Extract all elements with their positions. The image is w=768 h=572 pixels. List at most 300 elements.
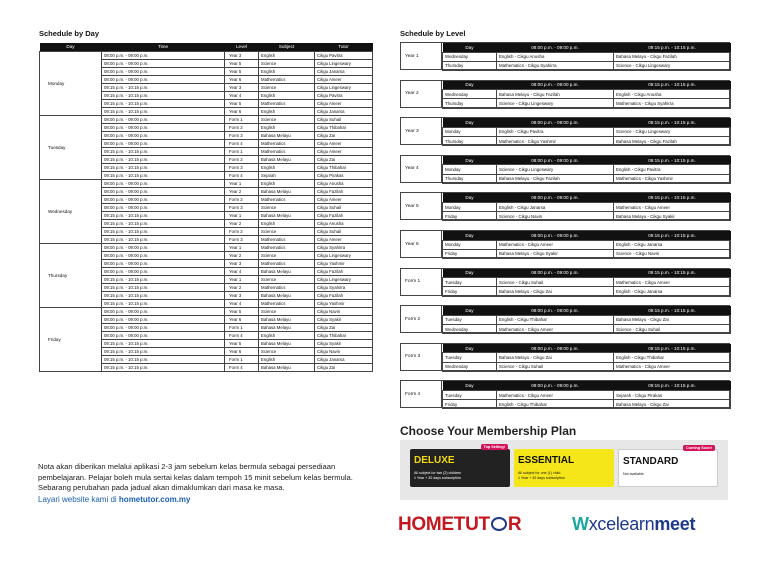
subject-cell: Science [259, 251, 315, 259]
time-cell: 08:00 p.m. - 09:00 p.m. [102, 267, 225, 275]
tutor-cell: Cikgu Zai [315, 131, 373, 139]
slot-1-cell: English - Cikgu Janarsa [497, 202, 614, 211]
tutor-cell: Cikgu Ameer [315, 195, 373, 203]
level-header-row [443, 231, 731, 240]
slot-1-cell: Mathematics - Cikgu Syahirra [497, 61, 614, 70]
subject-cell: English [259, 219, 315, 227]
subject-cell: Bahasa Melayu [259, 187, 315, 195]
level-header-2: 09:15 p.m. - 10:15 p.m. [614, 193, 731, 202]
time-cell: 08:00 p.m. - 09:00 p.m. [102, 307, 225, 315]
tutor-cell: Cikgu Zai [315, 363, 373, 371]
tutor-cell: Cikgu Pirakas [315, 171, 373, 179]
slot-2-cell: Bahasa Melayu - Cikgu Fazilah [614, 136, 731, 145]
day-cell: Wednesday [443, 90, 497, 99]
day-cell: Tuesday [443, 278, 497, 287]
level-header-row [443, 43, 731, 52]
level-name: Form 2 [401, 306, 442, 332]
day-cell: Tuesday [443, 390, 497, 399]
table-row [443, 362, 731, 371]
slot-1-cell: Bahasa Melayu - Cikgu Zai [497, 287, 614, 296]
tutor-cell: Cikgu Zai [315, 323, 373, 331]
schedule-by-day-table [39, 43, 373, 372]
time-cell: 08:00 p.m. - 09:00 p.m. [102, 115, 225, 123]
table-row [443, 165, 731, 174]
subject-cell: English [259, 163, 315, 171]
day-cell: Monday [443, 240, 497, 249]
time-cell: 08:00 p.m. - 09:00 p.m. [102, 315, 225, 323]
level-table [442, 231, 731, 259]
tutor-cell: Cikgu Lingeswary [315, 59, 373, 67]
schedule-note: Nota akan diberikan melalui aplikasi 2-3 jam sebelum kelas bermula sebagai persediaan pembelajaran. Pelajar boleh mula sertai kelas dalam tempoh 15 minit sebelum kelas bermula. Sebarang perubahan pada jadual akan dimaklumkan dari masa ke masa. [38, 462, 353, 492]
subject-cell: Mathematics [259, 147, 315, 155]
tutor-cell: Cikgu Pavitra [315, 91, 373, 99]
subject-cell: Bahasa Melayu [259, 211, 315, 219]
slot-1-cell: Science - Cikgu Suhail [497, 362, 614, 371]
tutor-cell: Cikgu Ameer [315, 235, 373, 243]
tutor-cell: Cikgu Suhail [315, 115, 373, 123]
level-name: Year 4 [401, 156, 442, 182]
day-cell: Friday [443, 287, 497, 296]
subject-cell: Science [259, 115, 315, 123]
hometutor-logo [398, 514, 521, 536]
slot-2-cell: Mathematics - Cikgu Syahirra [614, 99, 731, 108]
level-cell: Form 4 [225, 139, 259, 147]
plan-essential-card[interactable] [514, 449, 614, 487]
level-header-0: Day [443, 231, 497, 240]
day-cell: Wednesday [443, 324, 497, 333]
day-cell: Wednesday [443, 52, 497, 61]
level-cell: Year 5 [225, 307, 259, 315]
level-cell: Year 3 [225, 51, 259, 59]
time-cell: 08:00 p.m. - 09:00 p.m. [102, 259, 225, 267]
tutor-cell: Cikgu Ameer [315, 99, 373, 107]
subject-cell: Science [259, 347, 315, 355]
tutor-cell: Cikgu Syahirra [315, 243, 373, 251]
subject-cell: Mathematics [259, 243, 315, 251]
level-cell: Year 2 [225, 219, 259, 227]
tutor-cell: Cikgu Fazilah [315, 291, 373, 299]
level-cell: Year 3 [225, 83, 259, 91]
slot-1-cell: Science - Cikgu Lingeswary [497, 165, 614, 174]
subject-cell: English [259, 179, 315, 187]
tutor-cell: Cikgu Lingeswary [315, 83, 373, 91]
time-cell: 09:15 p.m. - 10:15 p.m. [102, 355, 225, 363]
level-cell: Year 1 [225, 179, 259, 187]
schedule-by-day-header-row [40, 43, 373, 51]
day-cell: Wednesday [443, 362, 497, 371]
level-table [442, 81, 731, 109]
day-cell: Thursday [443, 61, 497, 70]
tutor-cell: Cikgu Ameer [315, 139, 373, 147]
tutor-cell: Cikgu Yashmir [315, 259, 373, 267]
level-cell: Form 3 [225, 131, 259, 139]
tutor-cell: Cikgu Pavitra [315, 51, 373, 59]
slot-1-cell: English - Cikgu Anusha [497, 52, 614, 61]
level-header-2: 09:15 p.m. - 10:15 p.m. [614, 344, 731, 353]
day-cell: Tuesday [443, 315, 497, 324]
level-cell: Year 5 [225, 339, 259, 347]
level-table [442, 193, 731, 221]
table-row [443, 324, 731, 333]
website-prefix: Layari website kami di [38, 495, 119, 504]
level-header-row [443, 381, 731, 390]
slot-2-cell: English - Cikgu Thibahar [614, 353, 731, 362]
level-header-1: 08:00 p.m. - 09:00 p.m. [497, 193, 614, 202]
level-header-1: 08:00 p.m. - 09:00 p.m. [497, 43, 614, 52]
level-cell: Year 1 [225, 243, 259, 251]
level-header-0: Day [443, 193, 497, 202]
time-cell: 09:15 p.m. - 10:15 p.m. [102, 227, 225, 235]
level-header-row [443, 344, 731, 353]
level-header-1: 08:00 p.m. - 09:00 p.m. [497, 156, 614, 165]
tutor-cell: Cikgu Anusha [315, 219, 373, 227]
level-header-row [443, 269, 731, 278]
plan-essential-duration: 1 Year + 30 days subscription [518, 476, 566, 480]
day-cell: Friday [40, 307, 102, 371]
table-row [40, 307, 373, 315]
table-row [443, 61, 731, 70]
subject-cell: Bahasa Melayu [259, 323, 315, 331]
time-cell: 09:15 p.m. - 10:15 p.m. [102, 275, 225, 283]
level-cell: Year 4 [225, 299, 259, 307]
slot-2-cell: Bahasa Melayu - Cikgu Syakir [614, 212, 731, 221]
level-header-0: Day [443, 43, 497, 52]
tutor-cell: Cikgu Syakir [315, 339, 373, 347]
hometutor-logo-text: HOMETUT [398, 514, 490, 535]
tutor-cell: Cikgu Suhail [315, 203, 373, 211]
slot-2-cell: Mathematics - Cikgu Ameer [614, 202, 731, 211]
time-cell: 09:15 p.m. - 10:15 p.m. [102, 299, 225, 307]
slot-1-cell: English - Cikgu Pavitra [497, 127, 614, 136]
subject-cell: Mathematics [259, 75, 315, 83]
level-cell: Year 5 [225, 99, 259, 107]
level-cell: Year 5 [225, 67, 259, 75]
level-cell: Year 2 [225, 283, 259, 291]
xcelearn-mark-icon: W [572, 514, 589, 534]
tutor-cell: Cikgu Lingeswary [315, 275, 373, 283]
level-block [400, 230, 730, 258]
time-cell: 09:15 p.m. - 10:15 p.m. [102, 283, 225, 291]
table-row [40, 51, 373, 59]
level-table [442, 43, 731, 71]
level-header-0: Day [443, 156, 497, 165]
time-cell: 09:15 p.m. - 10:15 p.m. [102, 91, 225, 99]
slot-1-cell: Mathematics - Cikgu Yashmir [497, 136, 614, 145]
slot-2-cell: Bahasa Melayu - Cikgu Fazilah [614, 52, 731, 61]
plan-deluxe-badge: Top Selling! [481, 444, 508, 450]
level-block [400, 80, 730, 108]
slot-1-cell: English - Cikgu Thibahar [497, 400, 614, 409]
plan-essential-desc: All subject for one (1) child [518, 471, 561, 475]
level-cell: Form 4 [225, 171, 259, 179]
level-cell: Form 3 [225, 163, 259, 171]
level-block [400, 155, 730, 183]
table-row [40, 243, 373, 251]
day-cell: Friday [443, 249, 497, 258]
tutor-cell: Cikgu Navin [315, 347, 373, 355]
time-cell: 09:15 p.m. - 10:15 p.m. [102, 219, 225, 227]
tutor-cell: Cikgu Thibahar [315, 163, 373, 171]
slot-1-cell: Bahasa Melayu - Cikgu Syakir [497, 249, 614, 258]
table-row [443, 127, 731, 136]
slot-2-cell: English - Cikgu Janarsa [614, 287, 731, 296]
subject-cell: Science [259, 275, 315, 283]
subject-cell: Sejarah [259, 171, 315, 179]
subject-cell: Bahasa Melayu [259, 291, 315, 299]
plan-deluxe-desc: All subject for two (2) children [414, 471, 462, 475]
slot-1-cell: Science - Cikgu Navin [497, 212, 614, 221]
day-cell: Thursday [40, 243, 102, 307]
day-cell: Thursday [443, 99, 497, 108]
plan-deluxe-card[interactable] [410, 445, 510, 487]
table-row [443, 202, 731, 211]
table-row [443, 400, 731, 409]
subject-cell: Bahasa Melayu [259, 363, 315, 371]
level-header-2: 09:15 p.m. - 10:15 p.m. [614, 118, 731, 127]
slot-2-cell: Mathematics - Cikgu Ameer [614, 362, 731, 371]
website-line [38, 495, 191, 504]
table-row [443, 278, 731, 287]
table-row [443, 287, 731, 296]
level-header-0: Day [443, 344, 497, 353]
level-block [400, 305, 730, 333]
level-cell: Year 3 [225, 291, 259, 299]
day-cell: Monday [443, 202, 497, 211]
owl-icon [491, 517, 507, 531]
subject-cell: English [259, 355, 315, 363]
membership-title: Choose Your Membership Plan [400, 424, 577, 438]
slot-2-cell: Mathematics - Cikgu Yashmir [614, 174, 731, 183]
subject-cell: Science [259, 59, 315, 67]
slot-1-cell: Bahasa Melayu - Cikgu Zai [497, 353, 614, 362]
website-link[interactable]: hometutor.com.my [118, 495, 191, 504]
level-block [400, 192, 730, 220]
level-header-1: 08:00 p.m. - 09:00 p.m. [497, 118, 614, 127]
tutor-cell: Cikgu Ameer [315, 75, 373, 83]
day-cell: Monday [443, 127, 497, 136]
slot-1-cell: Science - Cikgu Lingeswary [497, 99, 614, 108]
tutor-cell: Cikgu Janarsa [315, 355, 373, 363]
level-cell: Year 4 [225, 91, 259, 99]
level-header-0: Day [443, 381, 497, 390]
xcelearnmeet-logo [572, 514, 695, 535]
level-block [400, 117, 730, 145]
tutor-cell: Cikgu Ameer [315, 147, 373, 155]
level-block [400, 343, 730, 371]
table-row [40, 115, 373, 123]
level-header-1: 08:00 p.m. - 09:00 p.m. [497, 231, 614, 240]
level-header-1: 08:00 p.m. - 09:00 p.m. [497, 306, 614, 315]
table-row [443, 315, 731, 324]
level-name: Year 2 [401, 81, 442, 107]
time-cell: 08:00 p.m. - 09:00 p.m. [102, 67, 225, 75]
table-row [443, 240, 731, 249]
time-cell: 08:00 p.m. - 09:00 p.m. [102, 251, 225, 259]
time-cell: 09:15 p.m. - 10:15 p.m. [102, 83, 225, 91]
slot-1-cell: Mathematics - Cikgu Ameer [497, 390, 614, 399]
level-table [442, 118, 731, 146]
slot-1-cell: Science - Cikgu Suhail [497, 278, 614, 287]
table-row [443, 174, 731, 183]
time-cell: 09:15 p.m. - 10:15 p.m. [102, 235, 225, 243]
level-cell: Form 2 [225, 227, 259, 235]
subject-cell: Science [259, 307, 315, 315]
level-cell: Year 6 [225, 347, 259, 355]
tutor-cell: Cikgu Janarsa [315, 67, 373, 75]
slot-1-cell: Bahasa Melayu - Cikgu Fazilah [497, 90, 614, 99]
time-cell: 08:00 p.m. - 09:00 p.m. [102, 187, 225, 195]
level-cell: Form 1 [225, 323, 259, 331]
table-row [443, 90, 731, 99]
level-header-0: Day [443, 118, 497, 127]
level-cell: Year 5 [225, 59, 259, 67]
day-cell: Friday [443, 400, 497, 409]
subject-cell: Mathematics [259, 139, 315, 147]
level-header-1: 08:00 p.m. - 09:00 p.m. [497, 81, 614, 90]
subject-cell: Bahasa Melayu [259, 131, 315, 139]
level-header-row [443, 81, 731, 90]
time-cell: 08:00 p.m. - 09:00 p.m. [102, 331, 225, 339]
level-cell: Year 6 [225, 107, 259, 115]
level-name: Year 1 [401, 43, 442, 69]
level-header-2: 09:15 p.m. - 10:15 p.m. [614, 43, 731, 52]
plan-deluxe-duration: 1 Year + 30 days subscription [414, 476, 462, 480]
level-name: Form 3 [401, 344, 442, 370]
tutor-cell: Cikgu Fazilah [315, 267, 373, 275]
tutor-cell: Cikgu Lingeswary [315, 251, 373, 259]
subject-cell: Bahasa Melayu [259, 155, 315, 163]
level-cell: Form 2 [225, 155, 259, 163]
time-cell: 09:15 p.m. - 10:15 p.m. [102, 147, 225, 155]
level-name: Year 5 [401, 193, 442, 219]
tutor-cell: Cikgu Yashmir [315, 299, 373, 307]
subject-cell: English [259, 91, 315, 99]
level-cell: Form 4 [225, 331, 259, 339]
tutor-cell: Cikgu Janarsa [315, 107, 373, 115]
subject-cell: Mathematics [259, 283, 315, 291]
table-row [443, 52, 731, 61]
table-row [443, 212, 731, 221]
level-header-2: 09:15 p.m. - 10:15 p.m. [614, 381, 731, 390]
day-cell: Monday [443, 165, 497, 174]
plan-standard-desc: Not available [623, 472, 644, 476]
level-cell: Form 1 [225, 355, 259, 363]
level-header-row [443, 156, 731, 165]
level-header-1: 08:00 p.m. - 09:00 p.m. [497, 344, 614, 353]
tutor-cell: Cikgu Thibahar [315, 331, 373, 339]
tutor-cell: Cikgu Thibahar [315, 123, 373, 131]
level-cell: Form 3 [225, 235, 259, 243]
subject-cell: Mathematics [259, 299, 315, 307]
slot-2-cell: Science - Cikgu Lingeswary [614, 127, 731, 136]
slot-1-cell: English - Cikgu Thibahar [497, 315, 614, 324]
time-cell: 09:15 p.m. - 10:15 p.m. [102, 171, 225, 179]
level-block [400, 42, 730, 70]
day-cell: Friday [443, 212, 497, 221]
time-cell: 08:00 p.m. - 09:00 p.m. [102, 179, 225, 187]
slot-2-cell: Sejarah - Cikgu Pirakas [614, 390, 731, 399]
slot-2-cell: Science - Cikgu Navin [614, 249, 731, 258]
level-name: Year 3 [401, 118, 442, 144]
time-cell: 09:15 p.m. - 10:15 p.m. [102, 347, 225, 355]
level-cell: Form 3 [225, 203, 259, 211]
subject-cell: Bahasa Melayu [259, 315, 315, 323]
slot-2-cell: English - Cikgu Janarsa [614, 240, 731, 249]
tutor-cell: Cikgu Navin [315, 307, 373, 315]
day-table-header-1: Time [102, 43, 225, 51]
table-row [40, 179, 373, 187]
level-cell: Form 2 [225, 195, 259, 203]
xcelearn-logo-text: xcelearn [588, 514, 655, 534]
slot-2-cell: English - Cikgu Anusha [614, 90, 731, 99]
plan-standard-card[interactable] [618, 446, 718, 487]
time-cell: 09:15 p.m. - 10:15 p.m. [102, 291, 225, 299]
tutor-cell: Cikgu Fazilah [315, 211, 373, 219]
level-name: Form 4 [401, 381, 442, 407]
time-cell: 09:15 p.m. - 10:15 p.m. [102, 163, 225, 171]
time-cell: 09:15 p.m. - 10:15 p.m. [102, 99, 225, 107]
day-table-header-3: Subject [259, 43, 315, 51]
time-cell: 08:00 p.m. - 09:00 p.m. [102, 203, 225, 211]
level-name: Year 6 [401, 231, 442, 257]
xcelearn-logo-meet: meet [654, 514, 696, 534]
level-header-1: 08:00 p.m. - 09:00 p.m. [497, 269, 614, 278]
tutor-cell: Cikgu Syahirra [315, 283, 373, 291]
level-header-1: 08:00 p.m. - 09:00 p.m. [497, 381, 614, 390]
level-header-2: 09:15 p.m. - 10:15 p.m. [614, 306, 731, 315]
membership-plans [400, 440, 728, 500]
schedule-by-level-title: Schedule by Level [400, 29, 466, 38]
subject-cell: Mathematics [259, 235, 315, 243]
table-row [443, 353, 731, 362]
level-cell: Form 1 [225, 147, 259, 155]
slot-2-cell: Science - Cikgu Lingeswary [614, 61, 731, 70]
time-cell: 09:15 p.m. - 10:15 p.m. [102, 155, 225, 163]
subject-cell: English [259, 123, 315, 131]
tutor-cell: Cikgu Fazilah [315, 187, 373, 195]
level-cell: Form 1 [225, 115, 259, 123]
schedule-by-day-title: Schedule by Day [39, 29, 100, 38]
level-cell: Year 6 [225, 315, 259, 323]
level-header-row [443, 306, 731, 315]
level-header-2: 09:15 p.m. - 10:15 p.m. [614, 231, 731, 240]
level-header-2: 09:15 p.m. - 10:15 p.m. [614, 269, 731, 278]
subject-cell: English [259, 67, 315, 75]
plan-deluxe-name: DELUXE [414, 455, 455, 466]
level-block [400, 380, 730, 408]
level-cell: Year 3 [225, 259, 259, 267]
level-table [442, 344, 731, 372]
time-cell: 08:00 p.m. - 09:00 p.m. [102, 123, 225, 131]
table-row [443, 249, 731, 258]
tutor-cell: Cikgu Anusha [315, 179, 373, 187]
level-header-row [443, 118, 731, 127]
level-cell: Year 1 [225, 275, 259, 283]
slot-2-cell: English - Cikgu Pavitra [614, 165, 731, 174]
day-cell: Monday [40, 51, 102, 115]
time-cell: 09:15 p.m. - 10:15 p.m. [102, 107, 225, 115]
level-header-row [443, 193, 731, 202]
plan-essential-name: ESSENTIAL [518, 455, 575, 466]
level-name: Form 1 [401, 269, 442, 295]
day-cell: Thursday [443, 136, 497, 145]
tutor-cell: Cikgu Suhail [315, 227, 373, 235]
level-cell: Form 2 [225, 123, 259, 131]
day-table-header-0: Day [40, 43, 102, 51]
slot-1-cell: Bahasa Melayu - Cikgu Fazilah [497, 174, 614, 183]
slot-1-cell: Mathematics - Cikgu Ameer [497, 240, 614, 249]
level-table [442, 156, 731, 184]
